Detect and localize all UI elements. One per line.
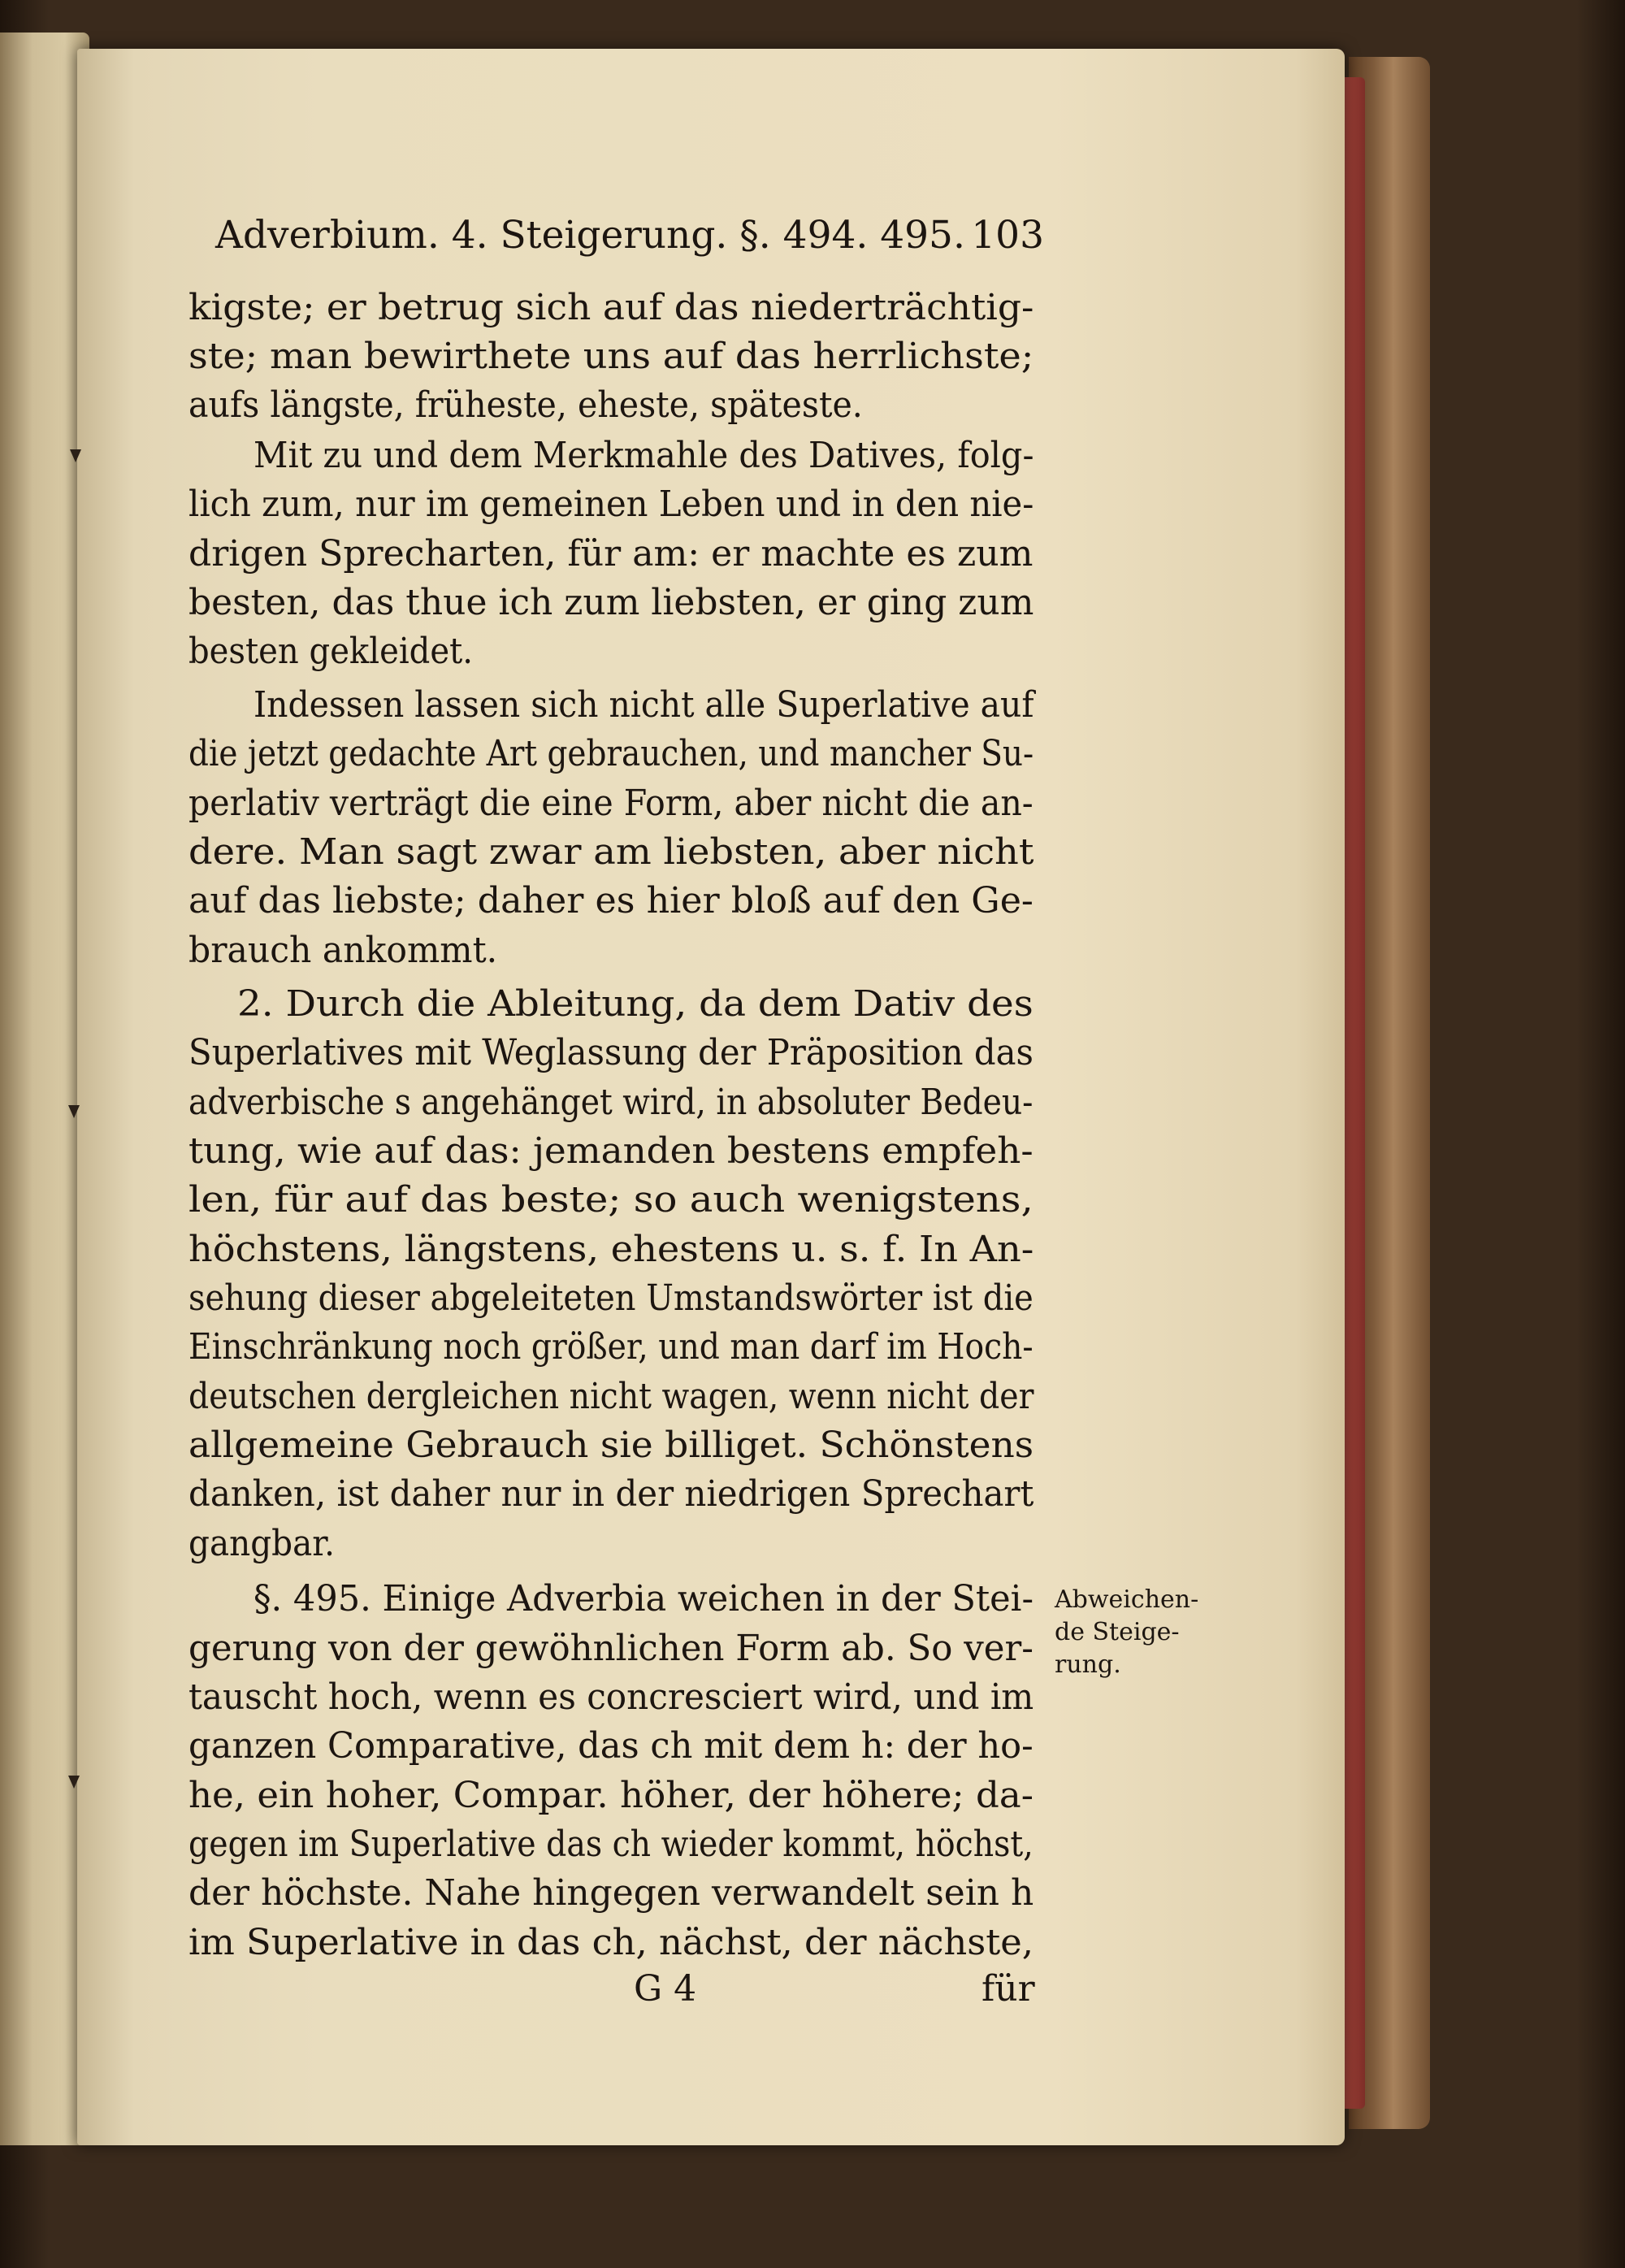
text-line: perlativ verträgt die eine Form, aber nicht die an- (188, 783, 1034, 824)
text-line: auf das liebste; daher es hier bloß auf den Ge- (188, 880, 1034, 922)
text-line: kigste; er betrug sich auf das niederträchtig- (188, 287, 1034, 328)
text-line: gerung von der gewöhnlichen Form ab. So ver- (188, 1628, 1034, 1669)
text-line: 2. Durch die Ableitung, da dem Dativ des (237, 983, 1034, 1025)
text-line: gangbar. (188, 1523, 336, 1564)
text-line: gegen im Superlative das ch wieder kommt, höchst, (188, 1824, 1034, 1865)
text-line: lich zum, nur im gemeinen Leben und in den nie- (188, 484, 1034, 525)
text-line: Mit zu und dem Merkmahle des Datives, folg- (254, 435, 1034, 476)
text-line: adverbische s angehänget wird, in absoluter Bedeu- (188, 1082, 1034, 1123)
text-line: tung, wie auf das: jemanden bestens empfeh- (188, 1130, 1034, 1172)
text-line: höchstens, längstens, ehestens u. s. f. In An- (188, 1229, 1034, 1270)
text-line: Indessen lassen sich nicht alle Superlative auf (254, 684, 1034, 726)
text-line: he, ein hoher, Compar. höher, der höhere; da- (188, 1775, 1034, 1816)
text-line: deutschen dergleichen nicht wagen, wenn nicht der (188, 1376, 1034, 1417)
text-line: brauch ankommt. (188, 930, 498, 971)
marginal-note-line: rung. (1055, 1650, 1121, 1679)
page-number: 103 (971, 213, 1044, 258)
text-line: drigen Sprecharten, für am: er machte es zum (188, 533, 1034, 575)
text-line: allgemeine Gebrauch sie billiget. Schönstens (188, 1425, 1034, 1466)
text-line: ganzen Comparative, das ch mit dem h: der ho- (188, 1725, 1034, 1767)
margin-mark-icon (68, 1105, 80, 1118)
marginal-note (1055, 1584, 1217, 1681)
signature-mark: G 4 (634, 1968, 697, 2010)
text-line: aufs längste, früheste, eheste, späteste. (188, 384, 863, 426)
text-line: tauscht hoch, wenn es concresciert wird, und im (188, 1676, 1034, 1718)
running-head (215, 213, 1044, 258)
margin-mark-icon (70, 449, 81, 462)
text-line: Superlatives mit Weglassung der Präposition das (188, 1032, 1034, 1073)
text-line: im Superlative in das ch, nächst, der nächste, (188, 1922, 1034, 1963)
catchword: für (982, 1968, 1035, 2010)
left-page-edge (0, 33, 89, 2145)
text-line: danken, ist daher nur in der niedrigen Sprechart (188, 1473, 1034, 1515)
marginal-note-line: Abweichen- (1055, 1585, 1199, 1614)
text-line: ste; man bewirthete uns auf das herrlichste; (188, 336, 1034, 377)
margin-mark-icon (68, 1776, 80, 1789)
text-line: besten, das thue ich zum liebsten, er ging zum (188, 582, 1034, 623)
text-line: der höchste. Nahe hingegen verwandelt sein h (188, 1872, 1034, 1914)
text-line: len, für auf das beste; so auch wenigstens, (188, 1179, 1034, 1221)
marginal-note-line: de Steige- (1055, 1618, 1180, 1646)
text-line: Einschränkung noch größer, und man darf im Hoch- (188, 1326, 1034, 1368)
text-line: besten gekleidet. (188, 631, 473, 672)
text-line: sehung dieser abgeleiteten Umstandswörter ist die (188, 1277, 1034, 1319)
text-line: §. 495. Einige Adverbia weichen in der Stei- (254, 1578, 1034, 1620)
text-line: die jetzt gedachte Art gebrauchen, und mancher Su- (188, 733, 1034, 774)
running-title: Adverbium. 4. Steigerung. §. 494. 495. (215, 213, 965, 258)
text-line: dere. Man sagt zwar am liebsten, aber nicht (188, 831, 1034, 873)
